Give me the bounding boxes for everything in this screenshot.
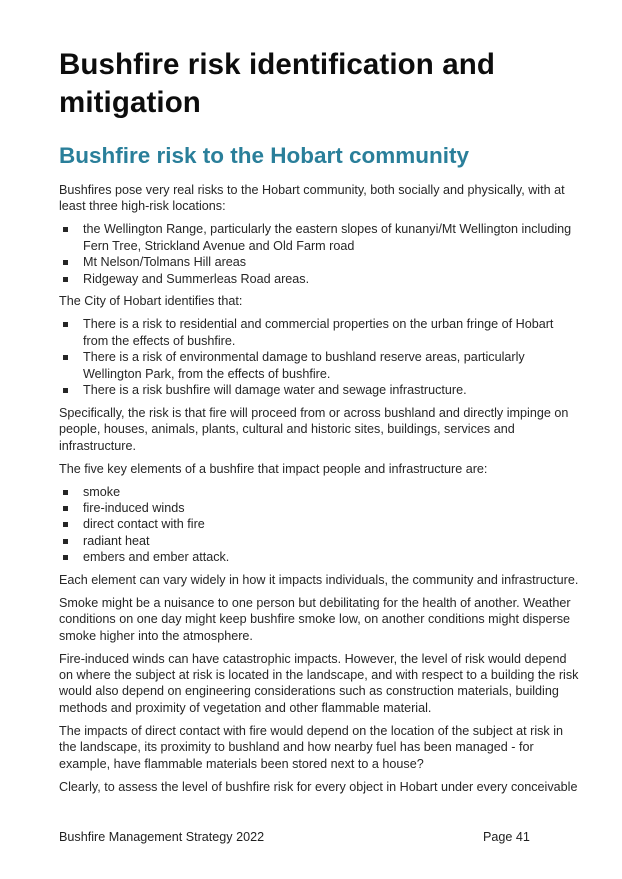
- square-bullet-icon: [63, 506, 68, 511]
- square-bullet-icon: [63, 260, 68, 265]
- list-item: direct contact with fire: [59, 516, 580, 532]
- list-item: Ridgeway and Summerleas Road areas.: [59, 271, 580, 287]
- five-elements-intro: The five key elements of a bushfire that impact people and infrastructure are:: [59, 461, 488, 476]
- square-bullet-icon: [63, 555, 68, 560]
- paragraph: The impacts of direct contact with fire would depend on the location of the subject at risk in the landscape, its proximity to bushland and how nearby fuel has been managed - for example, have flammable materials been stored next to a house?: [59, 723, 564, 771]
- document-page: [59, 0, 581, 879]
- elements-list: [59, 484, 580, 566]
- city-identifies-paragraph: The City of Hobart identifies that:: [59, 294, 243, 309]
- list-item: the Wellington Range, particularly the eastern slopes of kunanyi/Mt Wellington including Fern Tree, Strickland Avenue and Old Farm road: [59, 221, 580, 254]
- list-item: smoke: [59, 484, 580, 500]
- list-item: There is a risk to residential and commercial properties on the urban fringe of Hobart from the effects of bushfire.: [59, 316, 580, 349]
- list-item: radiant heat: [59, 533, 580, 549]
- square-bullet-icon: [63, 322, 68, 327]
- list-item: There is a risk of environmental damage to bushland reserve areas, particularly Wellington Park, from the effects of bushfire.: [59, 349, 580, 382]
- list-item: Mt Nelson/Tolmans Hill areas: [59, 254, 580, 270]
- paragraph: Smoke might be a nuisance to one person but debilitating for the health of another. Weather conditions on one day might keep bushfire smoke low, on another conditions might disperse smoke higher into the atmosphere.: [59, 595, 571, 643]
- risks-list: [59, 316, 580, 398]
- section-heading: Bushfire risk to the Hobart community: [59, 143, 470, 168]
- square-bullet-icon: [63, 227, 68, 232]
- square-bullet-icon: [63, 277, 68, 282]
- page-title: Bushfire risk identification and mitigation: [59, 48, 495, 119]
- locations-list: [59, 221, 580, 287]
- square-bullet-icon: [63, 522, 68, 527]
- square-bullet-icon: [63, 388, 68, 393]
- paragraph: Each element can vary widely in how it impacts individuals, the community and infrastructure.: [59, 573, 579, 588]
- footer-document-name: Bushfire Management Strategy 2022: [59, 830, 265, 844]
- document-body: [59, 182, 580, 801]
- intro-paragraph: Bushfires pose very real risks to the Hobart community, both socially and physically, with at least three high-risk locations:: [59, 183, 565, 214]
- square-bullet-icon: [63, 355, 68, 360]
- paragraph: Clearly, to assess the level of bushfire risk for every object in Hobart under every conceivable: [59, 779, 578, 794]
- paragraph: Fire-induced winds can have catastrophic impacts. However, the level of risk would depend on where the subject at risk is located in the landscape, and with respect to a building the risk would also depend on engineering considerations such as construction materials, building methods and proximity of vegetation and other flammable material.: [59, 651, 579, 715]
- square-bullet-icon: [63, 490, 68, 495]
- square-bullet-icon: [63, 539, 68, 544]
- footer-page-number: Page 41: [483, 830, 530, 844]
- list-item: fire-induced winds: [59, 500, 580, 516]
- list-item: There is a risk bushfire will damage water and sewage infrastructure.: [59, 382, 580, 398]
- specifically-paragraph: Specifically, the risk is that fire will proceed from or across bushland and directly impinge on people, houses, animals, plants, cultural and historic sites, buildings, services and infrastructure.: [59, 405, 569, 453]
- list-item: embers and ember attack.: [59, 549, 580, 565]
